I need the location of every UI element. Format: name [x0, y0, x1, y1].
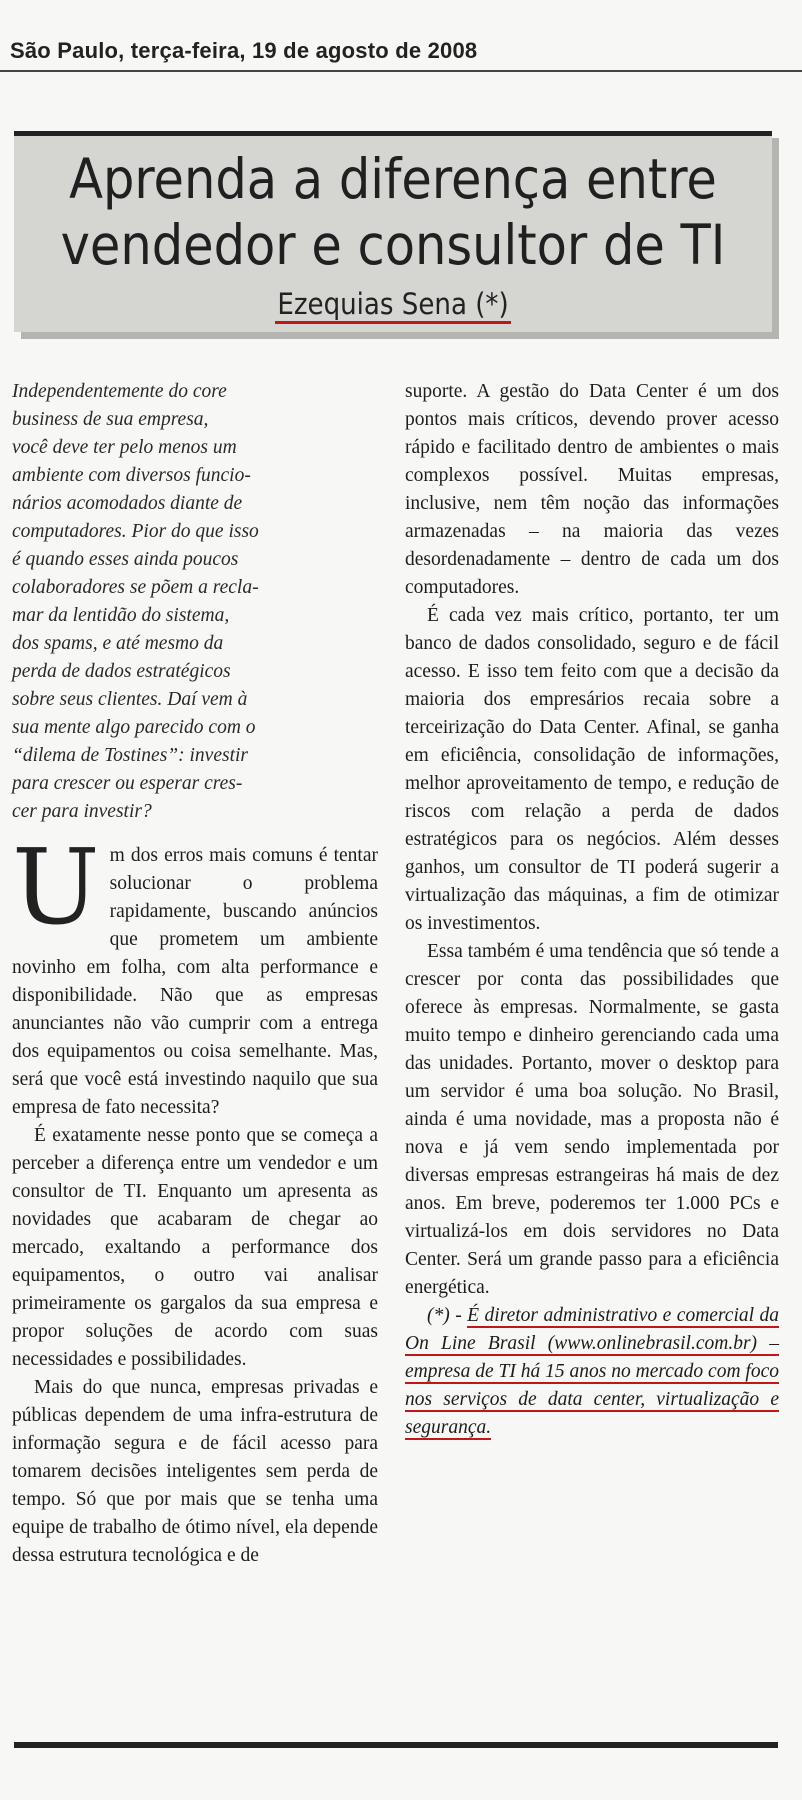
article-paragraph: suporte. A gestão do Data Center é um dos pontos mais críticos, devendo prover acesso rápido e facilitado dentro de ambientes o mais complexos possível. Muitas empresas, inclusive, nem têm noção das informações armazenadas – na maioria das vezes desordenadamente – dentro de cada um dos computadores.: [405, 381, 779, 598]
lead-line: colaboradores se põem a recla-: [12, 577, 259, 598]
lead-line: cer para investir?: [12, 801, 152, 822]
author-name: Ezequias Sena (*): [275, 287, 510, 324]
article-paragraph: Um dos erros mais comuns é tentar solucionar o problema rapidamente, buscando anúncios que prometem um ambiente novinho em folha, com alta performance e disponibilidade. Não que as empresas anunciantes não vão cumprir com a entrega dos equipamentos ou coisa semelhante. Mas, será que você está investindo naquilo que sua empresa de fato necessita?: [12, 826, 378, 1118]
article-lead: [12, 378, 378, 826]
lead-line: nários acomodados diante de: [12, 493, 243, 514]
article-paragraph: É exatamente nesse ponto que se começa a perceber a diferença entre um vendedor e um consultor de TI. Enquanto um apresenta as novidades que acabaram de chegar ao mercado, exaltando a performance dos equipamentos, o outro vai analisar primeiramente os gargalos da sua empresa e propor soluções de acordo com suas necessidades e possibilidades.: [12, 1125, 378, 1370]
note-marker: (*) -: [427, 1305, 462, 1326]
lead-line: você deve ter pelo menos um: [12, 437, 237, 458]
headline: [14, 146, 772, 278]
lead-line: sua mente algo parecido com o: [12, 717, 256, 738]
article-column-left: [12, 378, 378, 1570]
lead-line: “dilema de Tostines”: investir: [12, 745, 248, 766]
headline-line-2: vendedor e consultor de TI: [60, 213, 726, 277]
lead-line: perda de dados estratégicos: [12, 661, 231, 682]
bottom-rule: [14, 1742, 778, 1748]
lead-line: ambiente com diversos funcio-: [12, 465, 251, 486]
drop-cap: U: [12, 826, 100, 948]
lead-line: dos spams, e até mesmo da: [12, 633, 224, 654]
lead-line: business de sua empresa,: [12, 409, 209, 430]
top-rule: [0, 70, 802, 72]
lead-line: mar da lentidão do sistema,: [12, 605, 230, 626]
lead-line: é quando esses ainda poucos: [12, 549, 239, 570]
lead-line: computadores. Pior do que isso: [12, 521, 259, 542]
article-paragraph: Mais do que nunca, empresas privadas e públicas dependem de uma infra-estrutura de informação segura e de fácil acesso para tomarem decisões inteligentes sem perda de tempo. Só que por mais que se tenha uma equipe de trabalho de ótimo nível, ela depende dessa estrutura tecnológica e de: [12, 1377, 378, 1566]
lead-line: sobre seus clientes. Daí vem à: [12, 689, 248, 710]
headline-line-1: Aprenda a diferença entre: [69, 147, 717, 211]
article-paragraph: É cada vez mais crítico, portanto, ter um banco de dados consolidado, seguro e de fácil acesso. E isso tem feito com que a decisão da maioria dos empresários recaia sobre a terceirização do Data Center. Afinal, se ganha em eficiência, consolidação de informações, melhor aproveitamento de tempo, e redução de riscos com relação a perda de dados estratégicos para os negócios. Além desses ganhos, um consultor de TI poderá sugerir a virtualização das máquinas, a fim de otimizar os investimentos.: [405, 605, 779, 934]
lead-line: para crescer ou esperar cres-: [12, 773, 243, 794]
article-paragraph: Essa também é uma tendência que só tende a crescer por conta das possibilidades que oferece às empresas. Normalmente, se gasta muito tempo e dinheiro gerenciando cada uma das unidades. Portanto, mover o desktop para um servidor é uma boa solução. No Brasil, ainda é uma novidade, mas a proposta não é nova e já vem sendo implementada por diversas empresas estrangeiras há mais de dez anos. Em breve, poderemos ter 1.000 PCs e virtualizá-los em dois servidores no Data Center. Será um grande passo para a eficiência energética.: [405, 941, 779, 1298]
dateline: São Paulo, terça-feira, 19 de agosto de 2008: [10, 38, 478, 63]
byline: [14, 287, 772, 321]
headline-box: [14, 131, 772, 332]
lead-line: Independentemente do core: [12, 381, 227, 402]
article-column-right: [405, 378, 779, 1442]
author-note: [405, 1302, 779, 1442]
note-text: É diretor administrativo e comercial da On Line Brasil (www.onlinebrasil.com.br) – empresa de TI há 15 anos no mercado com foco nos serviços de data center, virtualização e segurança.: [405, 1305, 780, 1438]
